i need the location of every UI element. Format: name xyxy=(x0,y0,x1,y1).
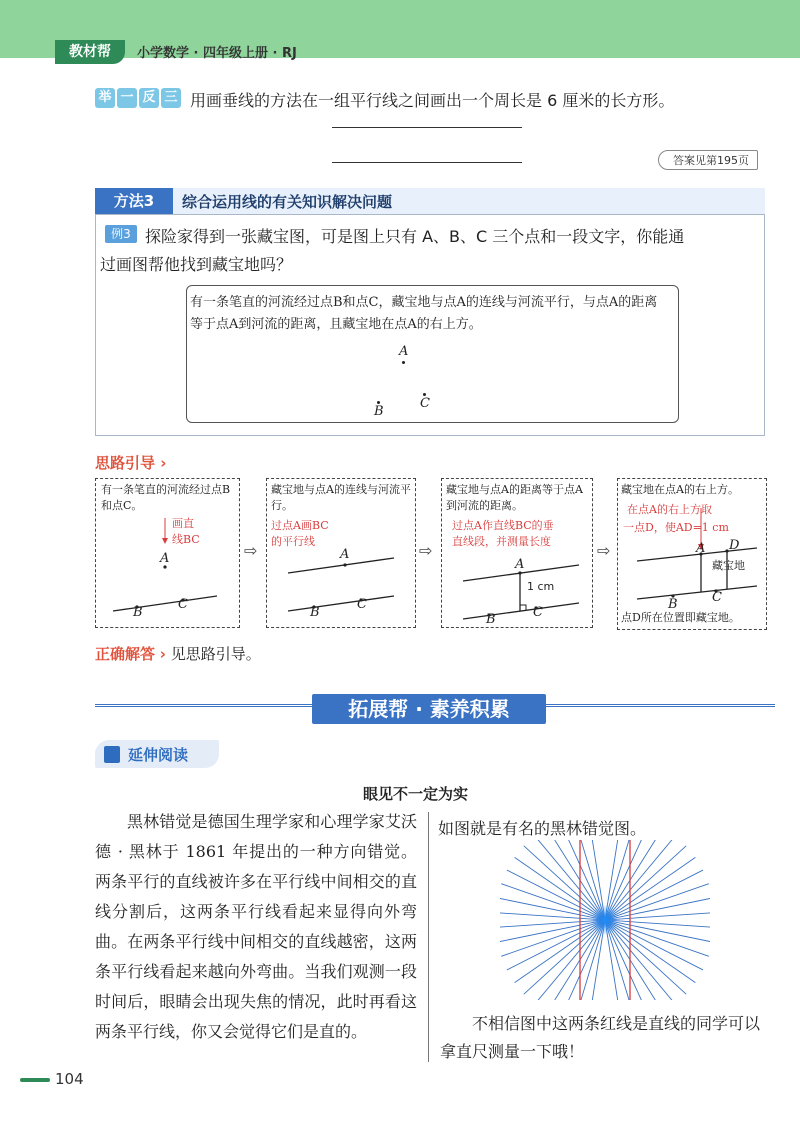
guide-label: 思路引导 › xyxy=(95,454,167,472)
example-line2: 过画图帮他找到藏宝地吗？ xyxy=(100,255,293,274)
panel1-point-c: C xyxy=(178,597,188,612)
panel1-point-b: B xyxy=(133,605,143,620)
answer-text: 见思路引导。 xyxy=(170,645,261,663)
method-title: 综合运用线的有关知识解决问题 xyxy=(182,193,393,211)
panel2-point-c: C xyxy=(357,597,367,612)
panel2-note-b: 的平行线 xyxy=(271,535,315,548)
method-tag: 方法3 xyxy=(95,188,173,214)
example-line1: 探险家得到一张藏宝图，可是图上只有 A、B、C 三个点和一段文字，你能通 xyxy=(145,227,685,246)
point-a-label: A xyxy=(399,344,409,359)
panel1-note-b: 线BC xyxy=(172,533,200,546)
panel4-diagram xyxy=(617,478,767,630)
panel3-note-a: 过点A作直线BC的垂 xyxy=(452,519,554,532)
practice-badge-char: 反 xyxy=(139,88,159,108)
panel4-point-a: A xyxy=(696,541,706,556)
hering-illusion-figure xyxy=(500,840,710,1000)
panel4-note-a: 在点A的右上方取 xyxy=(627,503,712,516)
header-tab: 教材帮 xyxy=(55,40,125,64)
practice-badge-char: 一 xyxy=(117,88,137,108)
panel1-point-a: A xyxy=(160,551,170,566)
arrow-icon: ⇨ xyxy=(597,541,611,560)
extension-banner: 拓展帮 · 素养积累 xyxy=(312,694,546,724)
answer-label: 正确解答 xyxy=(95,645,156,663)
panel4-point-b: B xyxy=(668,597,678,612)
panel4-label: 藏宝地 xyxy=(712,559,745,572)
panel2-text: 藏宝地与点A的连线与河流平行。 xyxy=(271,483,411,512)
reading-paragraph: 黑林错觉是德国生理学家和心理学家艾沃德 · 黑林于 1861 年提出的一种方向错觉。两条平行的直线被许多在平行线中间相交的直线分割后，这两条平行线看起来显得向外弯曲。在两条平行线中间相交的直线越密，这两条平行线看起来越向外弯曲。当我们观测一段时间后，眼睛会出现失焦的情况，此时再看这两条平行线，你又会觉得它们是直的。 xyxy=(95,812,417,1041)
panel1-text: 有一条笔直的河流经过点B和点C。 xyxy=(101,483,231,512)
panel3-measure: 1 cm xyxy=(527,580,555,593)
arrow-icon: ⇨ xyxy=(419,541,433,560)
answer-blank xyxy=(332,127,522,128)
panel2-point-b: B xyxy=(310,605,320,620)
reading-caption: 如图就是有名的黑林错觉图。 xyxy=(438,819,647,838)
panel3-point-b: B xyxy=(486,612,496,627)
correct-answer xyxy=(95,643,261,664)
panel3-point-a: A xyxy=(515,557,525,572)
panel3-note-b: 直线段，并测量长度 xyxy=(452,535,551,548)
practice-badge-char: 三 xyxy=(161,88,181,108)
panel4-point-d: D xyxy=(729,538,740,553)
book-icon xyxy=(104,746,120,763)
page-number: 104 xyxy=(55,1070,84,1088)
map-text: 有一条笔直的河流经过点B和点C，藏宝地与点A的连线与河流平行，与点A的距离等于点A到河流的距离，且藏宝地在点A的右上方。 xyxy=(190,295,658,332)
point-c-label: C xyxy=(420,396,430,411)
example-badge: 例3 xyxy=(105,225,137,243)
panel3-point-c: C xyxy=(533,605,543,620)
panel4-text: 藏宝地在点A的右上方。 xyxy=(621,483,739,496)
answer-reference: 答案见第195页 xyxy=(658,150,758,170)
panel3-diagram xyxy=(441,478,593,628)
column-divider xyxy=(428,812,429,1062)
illusion-center xyxy=(591,904,619,936)
panel1-note-a: 画直 xyxy=(172,517,194,530)
header-subtitle: 小学数学 · 四年级上册 · RJ xyxy=(137,46,297,61)
panel4-bottom: 点D所在位置即藏宝地。 xyxy=(621,611,740,624)
arrow-icon: ⇨ xyxy=(244,541,258,560)
answer-blank xyxy=(332,162,522,163)
practice-badge-char: 举 xyxy=(95,88,115,108)
panel3-text: 藏宝地与点A的距离等于点A到河流的距离。 xyxy=(446,483,583,512)
panel2-point-a: A xyxy=(340,547,350,562)
guide-label-text: 思路引导 xyxy=(95,454,156,472)
point-a-dot xyxy=(402,361,405,364)
practice-text: 用画垂线的方法在一组平行线之间画出一个周长是 6 厘米的长方形。 xyxy=(190,91,675,110)
reading-label: 延伸阅读 xyxy=(128,746,189,764)
practice-badge xyxy=(95,88,183,108)
point-b-label: B xyxy=(374,404,384,419)
panel4-note-b: 一点D，使AD=1 cm xyxy=(623,521,729,534)
panel4-point-c: C xyxy=(712,590,722,605)
page-bar xyxy=(20,1078,50,1082)
reading-footnote: 不相信图中这两条红线是直线的同学可以拿直尺测量一下哦！ xyxy=(440,1014,761,1061)
answer-arrow: › xyxy=(159,645,166,663)
panel2-note-a: 过点A画BC xyxy=(271,519,329,532)
reading-title: 眼见不一定为实 xyxy=(363,785,469,803)
